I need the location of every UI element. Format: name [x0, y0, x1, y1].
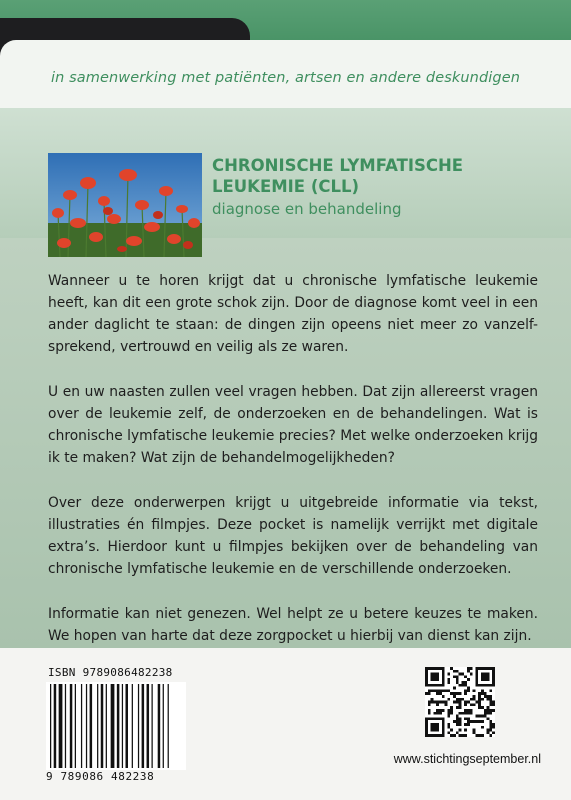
website-link[interactable]: www.stichtingseptember.nl: [393, 752, 541, 766]
book-subtitle: diagnose en behandeling: [212, 200, 402, 218]
book-title-line1: CHRONISCHE LYMFATISCHE: [212, 156, 464, 175]
book-title-block: [212, 155, 552, 218]
paragraph: Over deze onderwerpen krijgt u uitgebreide informatie via tekst, illustraties én filmpjes. Deze pocket is namelijk verrijkt met digitale extra’s. Hierdoor kunt u filmpjes bekijken over de behandeling van chronische lymfatische leukemie en de verschillende onderzoeken.: [48, 495, 538, 577]
book-title-line2: LEUKEMIE (CLL): [212, 177, 360, 196]
paragraph: Wanneer u te horen krijgt dat u chronische lymfatische leukemie heeft, kan dit een grote schok zijn. Door de diagnose komt veel in een ander daglicht te staan: de dingen zijn opeens niet meer zo vanzelf-sprekend, vertrouwd en veilig als ze waren.: [48, 273, 538, 355]
tagline: in samenwerking met patiënten, artsen en andere deskundigen: [50, 70, 521, 86]
poppy-field-photo: [48, 153, 202, 257]
paragraph: U en uw naasten zullen veel vragen hebben. Dat zijn allereerst vragen over de leukemie zelf, de onderzoeken en de behandelingen. Wat is chronische lymfatische leukemie precies? Met welke onderzoeken krijg ik te maken? Wat zijn de behandelmogelijkheden?: [48, 384, 538, 466]
qr-code[interactable]: [425, 667, 495, 737]
paragraph: Informatie kan niet genezen. Wel helpt ze u betere keuzes te maken. We hopen van harte dat deze zorgpocket u hierbij van dienst kan zijn.: [48, 606, 538, 644]
barcode-digits: 9 789086 482238: [46, 770, 155, 783]
isbn-label: ISBN 9789086482238: [48, 666, 173, 679]
book-title: [212, 155, 552, 197]
description-text: [48, 270, 538, 670]
isbn-barcode: [46, 682, 186, 770]
